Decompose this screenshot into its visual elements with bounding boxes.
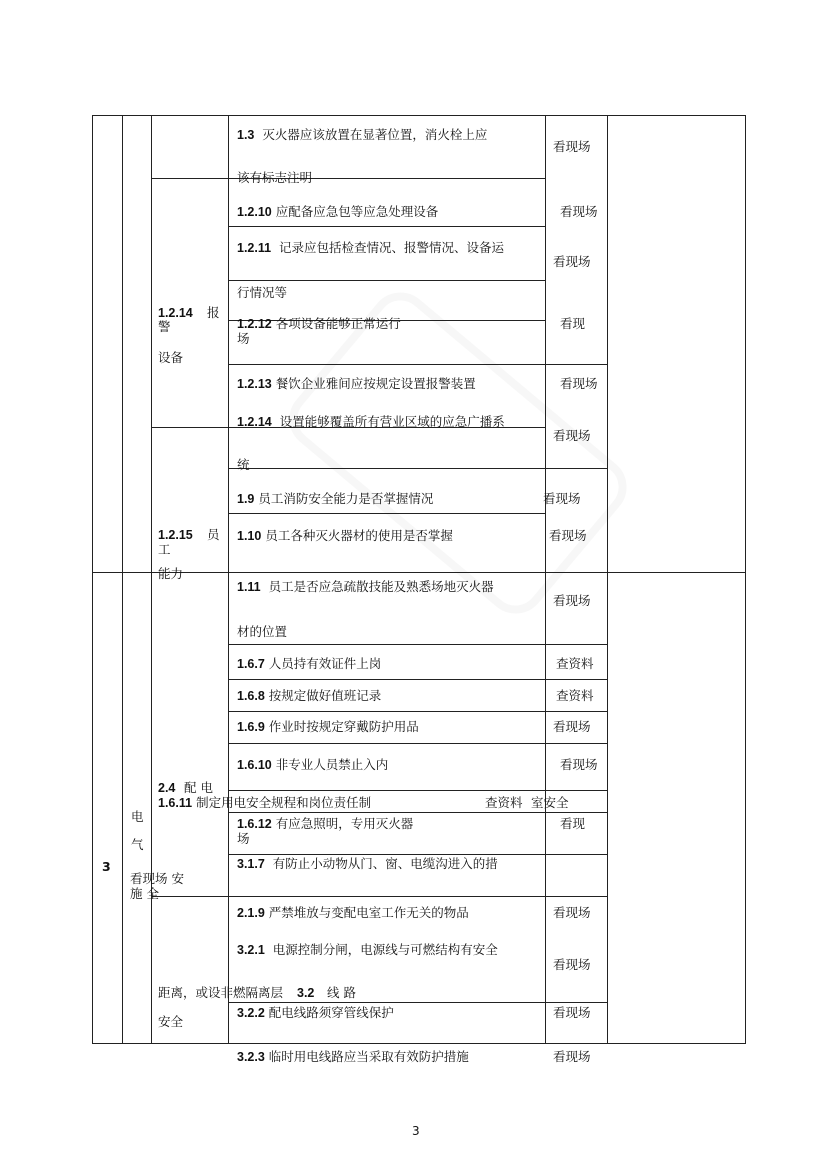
check-method: 看现场 — [560, 376, 598, 391]
check-method: 看现场 — [553, 1005, 591, 1020]
category-label: 看现场 安 — [130, 871, 184, 886]
row-divider — [228, 468, 608, 469]
col-divider — [228, 115, 229, 1043]
table-border-bottom — [92, 1043, 608, 1044]
check-method: 看现场 — [553, 905, 591, 920]
row-divider — [228, 743, 608, 744]
check-method: 看现场 — [553, 254, 591, 269]
row-divider — [151, 178, 545, 179]
group-code: 3.2 — [297, 986, 315, 1000]
check-method: 看现场 — [549, 528, 587, 543]
group-label: 安全 — [158, 1014, 184, 1029]
table-border-right — [745, 115, 746, 572]
row-continuation: 场 — [237, 831, 250, 846]
row-extra: 室安全 — [531, 795, 569, 810]
row-continuation: 该有标志注明 — [237, 170, 313, 185]
row-continuation: 统 — [237, 457, 250, 472]
col-divider — [122, 115, 123, 1043]
table-row: 1.11 员工是否应急疏散技能及熟悉场地灭火器 — [237, 579, 494, 594]
category-label: 气 — [131, 837, 144, 852]
category-label: 电 — [131, 809, 144, 824]
check-method: 看现场 — [560, 757, 598, 772]
check-method: 查资料 — [556, 656, 594, 671]
row-divider — [228, 280, 546, 281]
row-continuation: 行情况等 — [237, 285, 288, 300]
check-method: 看现场 — [553, 139, 591, 154]
group-code: 2.4 — [158, 781, 176, 795]
check-method: 看现场 — [553, 719, 591, 734]
table-row: 1.6.9 作业时按规定穿戴防护用品 — [237, 719, 419, 734]
table-row: 1.9 员工消防安全能力是否掌握情况 — [237, 491, 434, 506]
row-divider — [228, 790, 608, 791]
check-method: 看现场 — [553, 428, 591, 443]
table-border-right — [745, 573, 746, 1043]
col-divider — [607, 115, 608, 1043]
check-method: 看现场 — [553, 957, 591, 972]
row-divider — [228, 854, 608, 855]
table-row: 1.2.13 餐饮企业雅间应按规定设置报警装置 — [237, 376, 476, 391]
group-code: 1.2.15 — [158, 528, 193, 542]
row-divider — [228, 644, 608, 645]
row-continuation: 场 — [237, 331, 250, 346]
group-label: 设备 — [158, 350, 184, 365]
row-divider — [228, 812, 608, 813]
table-row: 1.6.11 制定用电安全规程和岗位责任制 — [158, 795, 372, 810]
row-divider — [228, 1002, 608, 1003]
table-border-bottom — [607, 1043, 746, 1044]
row-divider — [228, 711, 608, 712]
table-row: 1.6.10 非专业人员禁止入内 — [237, 757, 389, 772]
table-row: 3.2.3 临时用电线路应当采取有效防护措施 — [237, 1049, 469, 1064]
table-row: 1.6.12 有应急照明，专用灭火器 — [237, 816, 414, 831]
group-label: 线 路 — [327, 985, 356, 1000]
section-divider — [92, 572, 746, 573]
check-method: 看现场 — [543, 491, 581, 506]
section-number: 3 — [102, 859, 111, 874]
table-row: 3.2.2 配电线路须穿管线保护 — [237, 1005, 394, 1020]
watermark — [277, 280, 639, 626]
table-row: 1.6.8 按规定做好值班记录 — [237, 688, 382, 703]
group-label: 配 电 — [184, 780, 213, 795]
table-row: 1.2.12 各项设备能够正常运行 — [237, 316, 401, 331]
table-row: 3.2.1 电源控制分闸，电源线与可燃结构有安全 — [237, 942, 498, 957]
table-row: 1.10 员工各种灭火器材的使用是否掌握 — [237, 528, 453, 543]
table-border-left — [92, 115, 93, 1043]
check-method: 看现 — [560, 316, 586, 331]
check-method: 查资料 — [556, 688, 594, 703]
group-label: 警 — [158, 319, 171, 334]
group-label: 距离，或设非燃隔离层 — [158, 985, 284, 1000]
table-row: 1.6.7 人员持有效证件上岗 — [237, 656, 382, 671]
col-divider — [545, 115, 546, 1043]
check-method: 查资料 — [485, 795, 523, 810]
row-divider — [228, 679, 608, 680]
col-divider — [151, 115, 152, 1043]
table-row: 3.1.7 有防止小动物从门、窗、电缆沟进入的措 — [237, 856, 498, 871]
table-row: 1.2.14 设置能够覆盖所有营业区域的应急广播系 — [237, 414, 505, 429]
table-row: 1.3 灭火器应该放置在显著位置，消火栓上应 — [237, 127, 488, 142]
row-divider — [228, 226, 546, 227]
check-method: 看现 — [560, 816, 586, 831]
group-label: 报 — [207, 305, 220, 320]
category-label: 施 全 — [130, 886, 159, 901]
page-number: 3 — [412, 1124, 420, 1138]
check-method: 看现场 — [553, 1049, 591, 1064]
check-method: 看现场 — [553, 593, 591, 608]
table-row: 1.2.10 应配备应急包等应急处理设备 — [237, 204, 439, 219]
row-divider — [151, 896, 608, 897]
table-row: 1.2.11 记录应包括检查情况、报警情况、设备运 — [237, 240, 505, 255]
group-label: 工 — [158, 542, 171, 557]
row-divider — [228, 364, 608, 365]
group-label: 员 — [207, 527, 220, 542]
row-divider — [228, 513, 546, 514]
group-code: 1.2.14 — [158, 306, 193, 320]
check-method: 看现场 — [560, 204, 598, 219]
group-label: 能力 — [158, 566, 184, 581]
table-border-top — [92, 115, 746, 116]
row-continuation: 材的位置 — [237, 624, 288, 639]
table-row: 2.1.9 严禁堆放与变配电室工作无关的物品 — [237, 905, 469, 920]
